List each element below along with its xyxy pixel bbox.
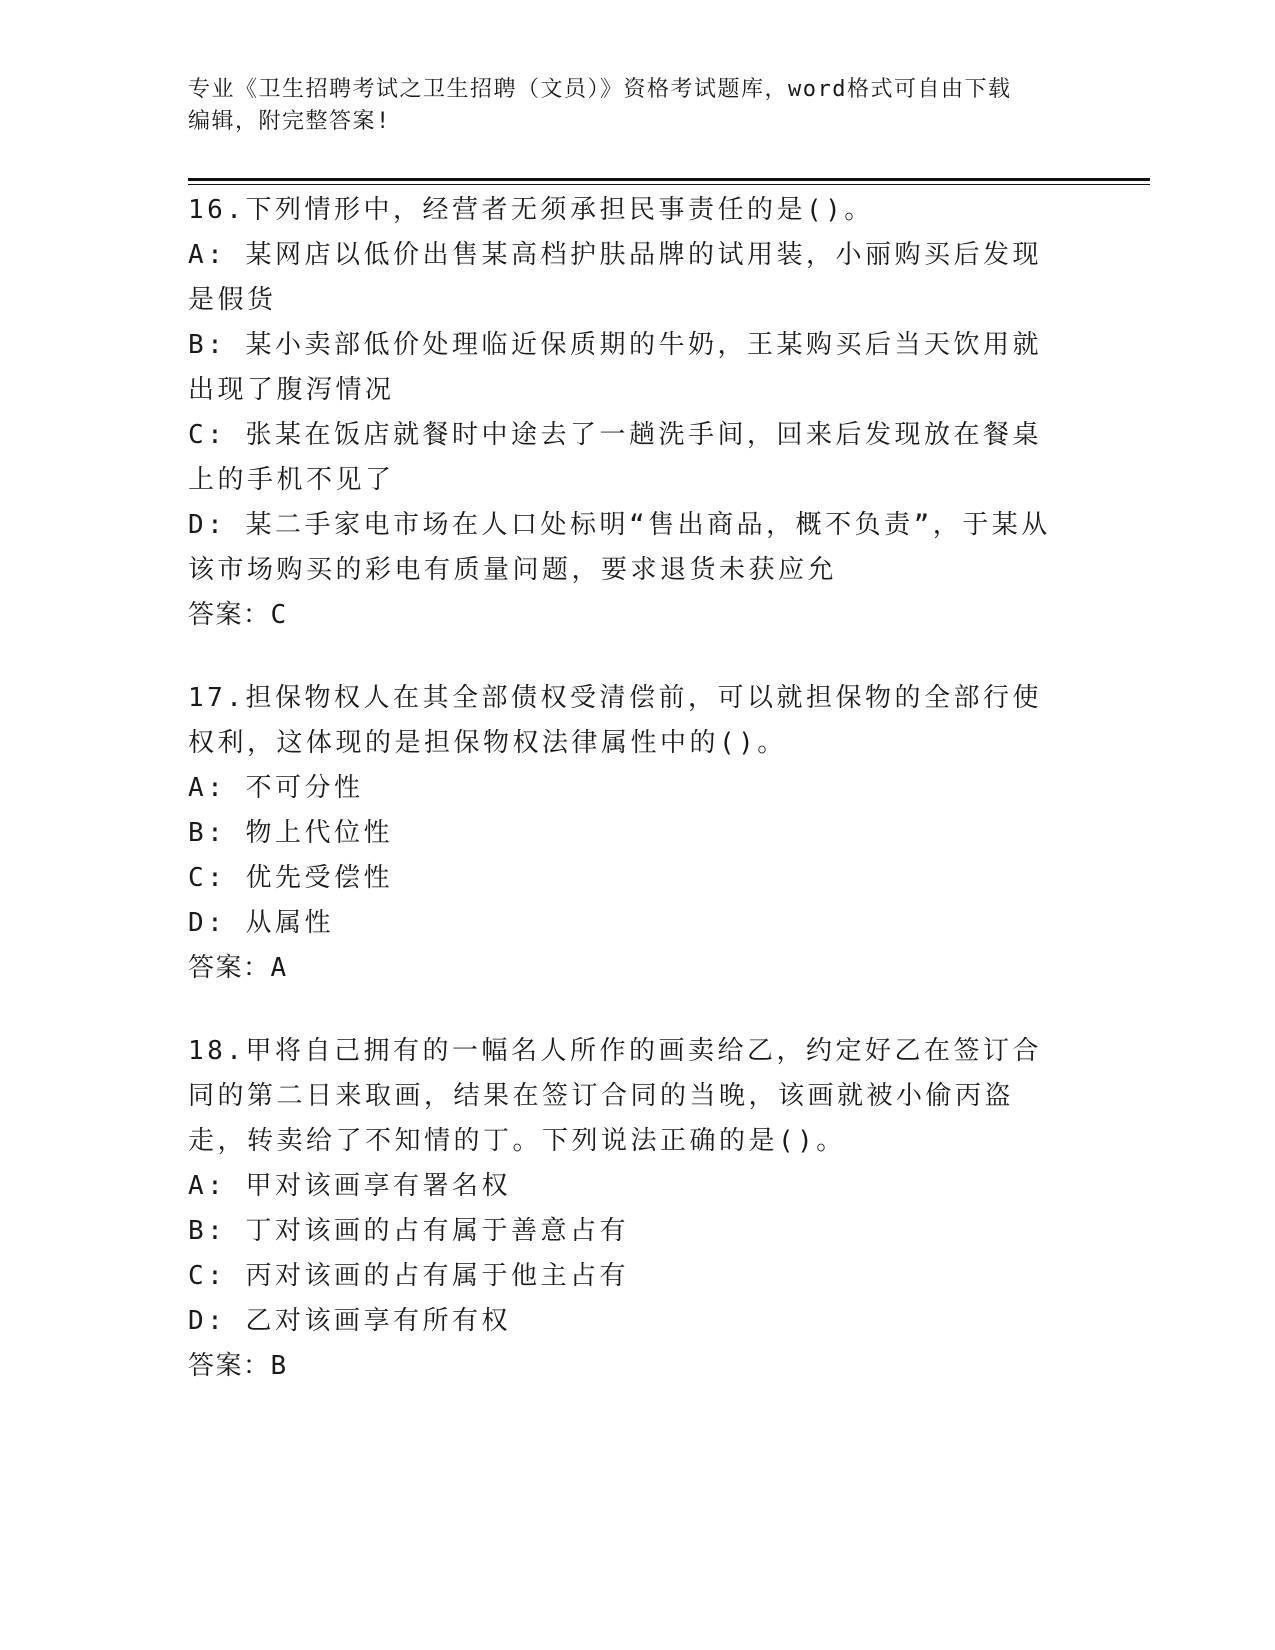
option-a: A: 不可分性 [188, 773, 364, 803]
question-stem: 17.担保物权人在其全部债权受清偿前，可以就担保物的全部行使权利，这体现的是担保物权法律属性中的()。 [188, 683, 1042, 758]
answer-label: 答案： [188, 953, 271, 983]
header-rule-thin [188, 184, 1150, 185]
question-stem: 18.甲将自己拥有的一幅名人所作的画卖给乙，约定好乙在签订合同的第二日来取画，结果在签订合同的当晚，该画就被小偷丙盗走，转卖给了不知情的丁。下列说法正确的是()。 [188, 1036, 1042, 1156]
option-a: A: 甲对该画享有署名权 [188, 1171, 511, 1201]
question-list [188, 188, 1068, 1427]
answer-line [188, 946, 1068, 991]
answer-label: 答案： [188, 600, 271, 630]
option-b: B: 物上代位性 [188, 818, 393, 848]
answer-value: A [270, 953, 288, 983]
header-rule-thick [188, 178, 1150, 181]
question-17 [188, 676, 1068, 991]
option-d: D: 从属性 [188, 908, 334, 938]
document-header [188, 74, 1068, 138]
option-b: B: 某小卖部低价处理临近保质期的牛奶，王某购买后当天饮用就出现了腹泻情况 [188, 330, 1042, 405]
answer-value: B [270, 1351, 288, 1381]
answer-line [188, 1344, 1068, 1389]
question-16 [188, 188, 1068, 638]
option-b: B: 丁对该画的占有属于善意占有 [188, 1216, 629, 1246]
question-stem: 16.下列情形中，经营者无须承担民事责任的是()。 [188, 195, 874, 225]
option-c: C: 张某在饭店就餐时中途去了一趟洗手间，回来后发现放在餐桌上的手机不见了 [188, 420, 1042, 495]
option-d: D: 某二手家电市场在人口处标明“售出商品，概不负责”，于某从该市场购买的彩电有质量问题，要求退货未获应允 [188, 510, 1051, 585]
answer-label: 答案： [188, 1351, 271, 1381]
answer-line [188, 593, 1068, 638]
question-18 [188, 1029, 1068, 1389]
option-d: D: 乙对该画享有所有权 [188, 1306, 511, 1336]
option-a: A: 某网店以低价出售某高档护肤品牌的试用装，小丽购买后发现是假货 [188, 240, 1042, 315]
header-line-2: 编辑，附完整答案! [188, 109, 391, 134]
option-c: C: 优先受偿性 [188, 863, 393, 893]
answer-value: C [270, 600, 288, 630]
header-line-1: 专业《卫生招聘考试之卫生招聘（文员）》资格考试题库，word格式可自由下载 [188, 77, 1012, 102]
option-c: C: 丙对该画的占有属于他主占有 [188, 1261, 629, 1291]
